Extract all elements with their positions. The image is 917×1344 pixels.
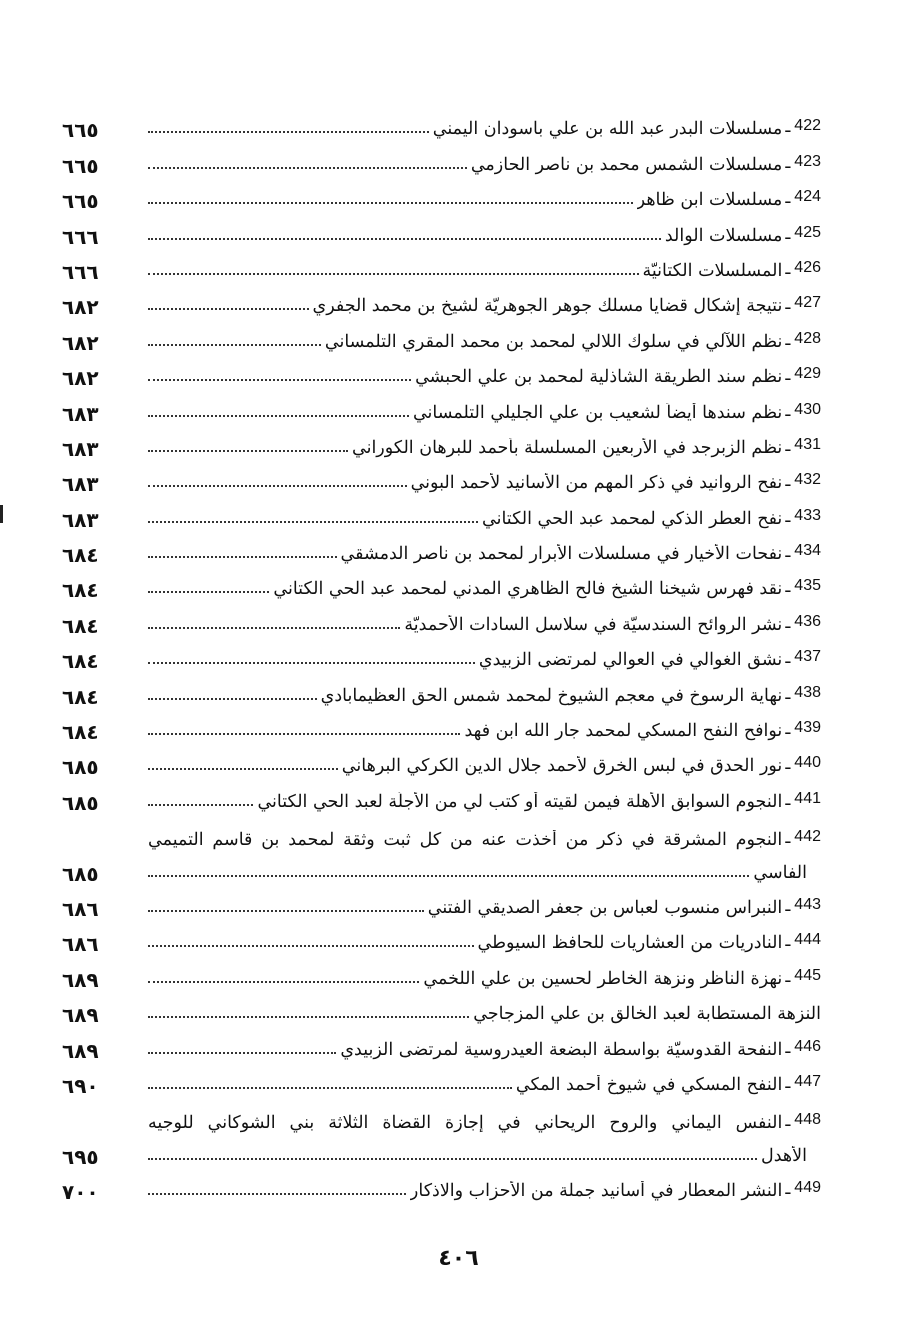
entry-dash: ـ xyxy=(785,754,791,775)
dot-leader xyxy=(148,875,749,877)
entry-title: نوافح النفح المسكي لمحمد جار الله ابن فهد xyxy=(464,721,783,742)
entry-title: النجوم المشرقة في ذكر من أخذت عنه من كل ثبت وثقة لمحمد بن قاسم التميمي xyxy=(148,829,783,850)
entry-title: مسلسلات الوالد xyxy=(664,225,783,246)
entry-page-number: ٦٨٥ xyxy=(62,861,99,886)
entry-number: 435 xyxy=(794,577,821,595)
entry-dash: ـ xyxy=(785,506,791,527)
index-entry xyxy=(0,181,917,216)
entry-number: 439 xyxy=(794,719,821,737)
entry-title: نظم الزبرجد في الأربعين المسلسلة بأحمد للبرهان الكوراني xyxy=(351,437,783,458)
index-entry xyxy=(0,995,917,1030)
entry-number: 448 xyxy=(794,1110,821,1128)
entry-dash: ـ xyxy=(785,294,791,315)
entry-dash: ـ xyxy=(785,612,791,633)
index-entry xyxy=(0,252,917,287)
dot-leader xyxy=(148,379,411,381)
entry-number: 449 xyxy=(794,1179,821,1197)
entry-number: 442 xyxy=(794,827,821,845)
entry-page-number: ٦٨٥ xyxy=(62,790,99,815)
entry-title: النفح المسكي في شيوخ أحمد المكي xyxy=(515,1074,783,1095)
entry-number: 425 xyxy=(794,223,821,241)
index-entry xyxy=(0,747,917,782)
entry-page-number: ٦٨٣ xyxy=(62,401,99,426)
dot-leader xyxy=(148,662,475,664)
entry-dash: ـ xyxy=(785,329,791,350)
entry-dash: ـ xyxy=(785,683,791,704)
index-entry xyxy=(0,145,917,180)
entry-title: نهزة الناظر ونزهة الخاطر لحسين بن علي اللخمي xyxy=(423,968,783,989)
dot-leader xyxy=(148,556,337,558)
index-entry xyxy=(0,641,917,676)
entry-page-number: ٦٨٣ xyxy=(62,436,99,461)
dot-leader xyxy=(148,415,409,417)
entry-dash: ـ xyxy=(785,577,791,598)
dot-leader xyxy=(148,485,407,487)
entry-dash: ـ xyxy=(785,1037,791,1058)
dot-leader xyxy=(148,698,317,700)
entry-number: 443 xyxy=(794,896,821,913)
entry-page-number: ٦٦٥ xyxy=(62,118,99,143)
entry-dash: ـ xyxy=(785,152,791,173)
entry-number: 436 xyxy=(794,612,821,630)
index-entry xyxy=(0,570,917,605)
index-entry xyxy=(0,1030,917,1065)
entry-page-number: ٦٨٤ xyxy=(62,720,99,745)
entry-dash: ـ xyxy=(785,648,791,669)
entry-title: نفحات الأخيار في مسلسلات الأبرار لمحمد بن ناصر الدمشقي xyxy=(340,544,783,565)
entry-number: 445 xyxy=(794,966,821,984)
entry-title: مسلسلات ابن ظاهر xyxy=(636,190,783,211)
entry-page-number: ٦٨٢ xyxy=(62,295,99,320)
entry-title: المسلسلات الكتانيّة xyxy=(642,260,783,281)
entry-title: نقد فهرس شيخنا الشيخ فالح الظاهري المدني لمحمد عبد الحي الكتاني xyxy=(273,579,783,600)
entry-dash: ـ xyxy=(785,258,791,279)
entry-page-number: ٦٦٦ xyxy=(62,224,99,249)
entry-number: 426 xyxy=(794,258,821,276)
index-entry xyxy=(0,676,917,711)
entry-dash: ـ xyxy=(785,400,791,421)
index-entry xyxy=(0,535,917,570)
entry-dash: ـ xyxy=(785,117,791,138)
entry-page-number: ٦٨٢ xyxy=(62,366,99,391)
entry-title: النزهة المستطابة لعبد الخالق بن علي المزجاجي xyxy=(473,1004,821,1025)
entry-title: النادريات من العشاريات للحافظ السيوطي xyxy=(477,933,783,954)
index-entry xyxy=(0,322,917,357)
index-entry xyxy=(0,110,917,145)
entry-number: 431 xyxy=(794,435,821,453)
entry-title: نظم سند الطريقة الشاذلية لمحمد بن علي الحبشي xyxy=(415,367,783,388)
entry-title: النفحة القدوسيّة بواسطة البضعة العيدروسية لمرتضى الزبيدي xyxy=(340,1039,783,1060)
index-entry xyxy=(0,358,917,393)
entry-title: نهاية الرسوخ في معجم الشيوخ لمحمد شمس الحق العظيمابادي xyxy=(320,685,783,706)
index-entry xyxy=(0,712,917,747)
dot-leader xyxy=(148,131,429,133)
entry-dash: ـ xyxy=(785,435,791,456)
entry-number: 444 xyxy=(794,931,821,949)
entry-dash: ـ xyxy=(785,896,791,916)
index-entry xyxy=(0,429,917,464)
entry-page-number: ٦٨٤ xyxy=(62,543,99,568)
entry-page-number: ٦٨٩ xyxy=(62,1038,99,1063)
dot-leader xyxy=(148,981,419,983)
dot-leader xyxy=(148,910,424,912)
dot-leader xyxy=(148,768,338,770)
index-entry xyxy=(0,1101,917,1172)
entry-dash: ـ xyxy=(785,542,791,563)
dot-leader xyxy=(148,804,253,806)
index-entry xyxy=(0,1172,917,1207)
index-entry xyxy=(0,1066,917,1101)
entry-page-number: ٦٨٤ xyxy=(62,649,99,674)
entry-number: 423 xyxy=(794,152,821,170)
entry-title: نور الحدق في لبس الخرق لأحمد جلال الدين الكركي البرهاني xyxy=(341,756,783,777)
dot-leader xyxy=(148,308,309,310)
entry-page-number: ٦٨٩ xyxy=(62,1003,99,1028)
entry-title: نظم سندها أيضاً لشعيب بن علي الجليلي التلمساني xyxy=(412,402,783,423)
entry-dash: ـ xyxy=(785,931,791,952)
entry-number: 447 xyxy=(794,1072,821,1090)
dot-leader xyxy=(148,733,460,735)
entry-title: النفس اليماني والروح الريحاني في إجازة القضاة الثلاثة بني الشوكاني للوجيه xyxy=(148,1112,783,1133)
entry-page-number: ٦٨٤ xyxy=(62,613,99,638)
entry-dash: ـ xyxy=(785,827,791,848)
entry-title: نفح الروانيد في ذكر المهم من الأسانيد لأحمد البوني xyxy=(410,473,783,494)
dot-leader xyxy=(148,202,633,204)
dot-leader xyxy=(148,238,661,240)
index-entry xyxy=(0,924,917,959)
entry-dash: ـ xyxy=(785,188,791,209)
dot-leader xyxy=(148,1087,512,1089)
entry-title: النجوم السوابق الأهلة فيمن لقيته أو كتب لي من الأجلّة لعبد الحي الكتاني xyxy=(257,791,783,812)
entry-page-number: ٦٨٣ xyxy=(62,507,99,532)
entry-number: 438 xyxy=(794,683,821,701)
entry-title: مسلسلات البدر عبد الله بن علي باسودان اليمني xyxy=(432,119,783,140)
entry-number: 430 xyxy=(794,400,821,418)
entry-page-number: ٦٨٤ xyxy=(62,578,99,603)
entry-page-number: ٦٨٤ xyxy=(62,684,99,709)
entry-page-number: ٦٨٦ xyxy=(62,932,99,957)
index-entry xyxy=(0,959,917,994)
entry-title: نشق الغوالي في العوالي لمرتضى الزبيدي xyxy=(478,650,783,671)
entry-title: النبراس منسوب لعباس بن جعفر الصديقي الفتني xyxy=(427,898,783,918)
entry-number: 428 xyxy=(794,329,821,347)
entry-dash: ـ xyxy=(785,719,791,740)
entry-dash: ـ xyxy=(785,966,791,987)
entry-page-number: ٦٨٩ xyxy=(62,967,99,992)
entry-title: نتيجة إشكال قضايا مسلك جوهر الجوهريّة لشيخ بن محمد الجفري xyxy=(312,296,783,317)
entry-dash: ـ xyxy=(785,471,791,492)
entry-page-number: ٦٦٥ xyxy=(62,153,99,178)
entry-number: 427 xyxy=(794,294,821,312)
entry-number: 440 xyxy=(794,754,821,772)
dot-leader xyxy=(148,591,269,593)
index-entry xyxy=(0,287,917,322)
entry-page-number: ٦٩٠ xyxy=(62,1073,99,1098)
entry-dash: ـ xyxy=(785,789,791,810)
entry-page-number: ٦٨٥ xyxy=(62,755,99,780)
dot-leader xyxy=(148,1016,469,1018)
entry-title: مسلسلات الشمس محمد بن ناصر الحازمي xyxy=(470,154,783,175)
dot-leader xyxy=(148,627,400,629)
index-entry xyxy=(0,818,917,889)
entry-dash: ـ xyxy=(785,1110,791,1131)
entry-title: نظم اللآلي في سلوك اللالي لمحمد بن محمد المقري التلمساني xyxy=(324,331,783,352)
dot-leader xyxy=(148,1193,406,1195)
entry-page-number: ٦٦٦ xyxy=(62,259,99,284)
dot-leader xyxy=(148,945,474,947)
entry-page-number: ٦٩٥ xyxy=(62,1144,99,1169)
entry-title: نفح العطر الذكي لمحمد عبد الحي الكتاني xyxy=(482,508,783,529)
entry-page-number: ٦٨٦ xyxy=(62,897,99,921)
index-entry xyxy=(0,393,917,428)
index-entry xyxy=(0,889,917,924)
dot-leader xyxy=(148,167,467,169)
entry-number: 432 xyxy=(794,471,821,489)
entry-page-number: ٦٨٣ xyxy=(62,472,99,497)
entry-number: 422 xyxy=(794,117,821,135)
entry-dash: ـ xyxy=(785,223,791,244)
index-entry xyxy=(0,464,917,499)
index-entry xyxy=(0,499,917,534)
entry-number: 437 xyxy=(794,648,821,666)
page-number: ٤٠٦ xyxy=(438,1246,479,1271)
entry-title-continuation: الأهدل xyxy=(761,1145,807,1166)
entry-title: النشر المعطار في أسانيد جملة من الأحزاب والاذكار xyxy=(409,1181,783,1202)
entry-number: 424 xyxy=(794,188,821,206)
entry-number: 434 xyxy=(794,542,821,560)
entry-title: نشر الروائح السندسيّة في سلاسل السادات الأحمديّة xyxy=(404,614,783,635)
entry-dash: ـ xyxy=(785,365,791,386)
index-entry xyxy=(0,216,917,251)
index-entries-list xyxy=(0,110,917,1207)
dot-leader xyxy=(148,273,639,275)
entry-number: 429 xyxy=(794,365,821,383)
entry-page-number: ٦٦٥ xyxy=(62,189,99,214)
dot-leader xyxy=(148,1052,336,1054)
entry-number: 446 xyxy=(794,1037,821,1055)
entry-dash: ـ xyxy=(785,1179,791,1200)
dot-leader xyxy=(148,521,478,523)
entry-page-number: ٧٠٠ xyxy=(62,1180,99,1205)
entry-title-continuation: الفاسي xyxy=(753,862,807,883)
entry-page-number: ٦٨٢ xyxy=(62,330,99,355)
dot-leader xyxy=(148,1158,757,1160)
index-entry xyxy=(0,605,917,640)
entry-number: 433 xyxy=(794,506,821,524)
index-entry xyxy=(0,782,917,817)
entry-dash: ـ xyxy=(785,1072,791,1093)
dot-leader xyxy=(148,450,348,452)
dot-leader xyxy=(148,344,321,346)
entry-number: 441 xyxy=(794,789,821,807)
